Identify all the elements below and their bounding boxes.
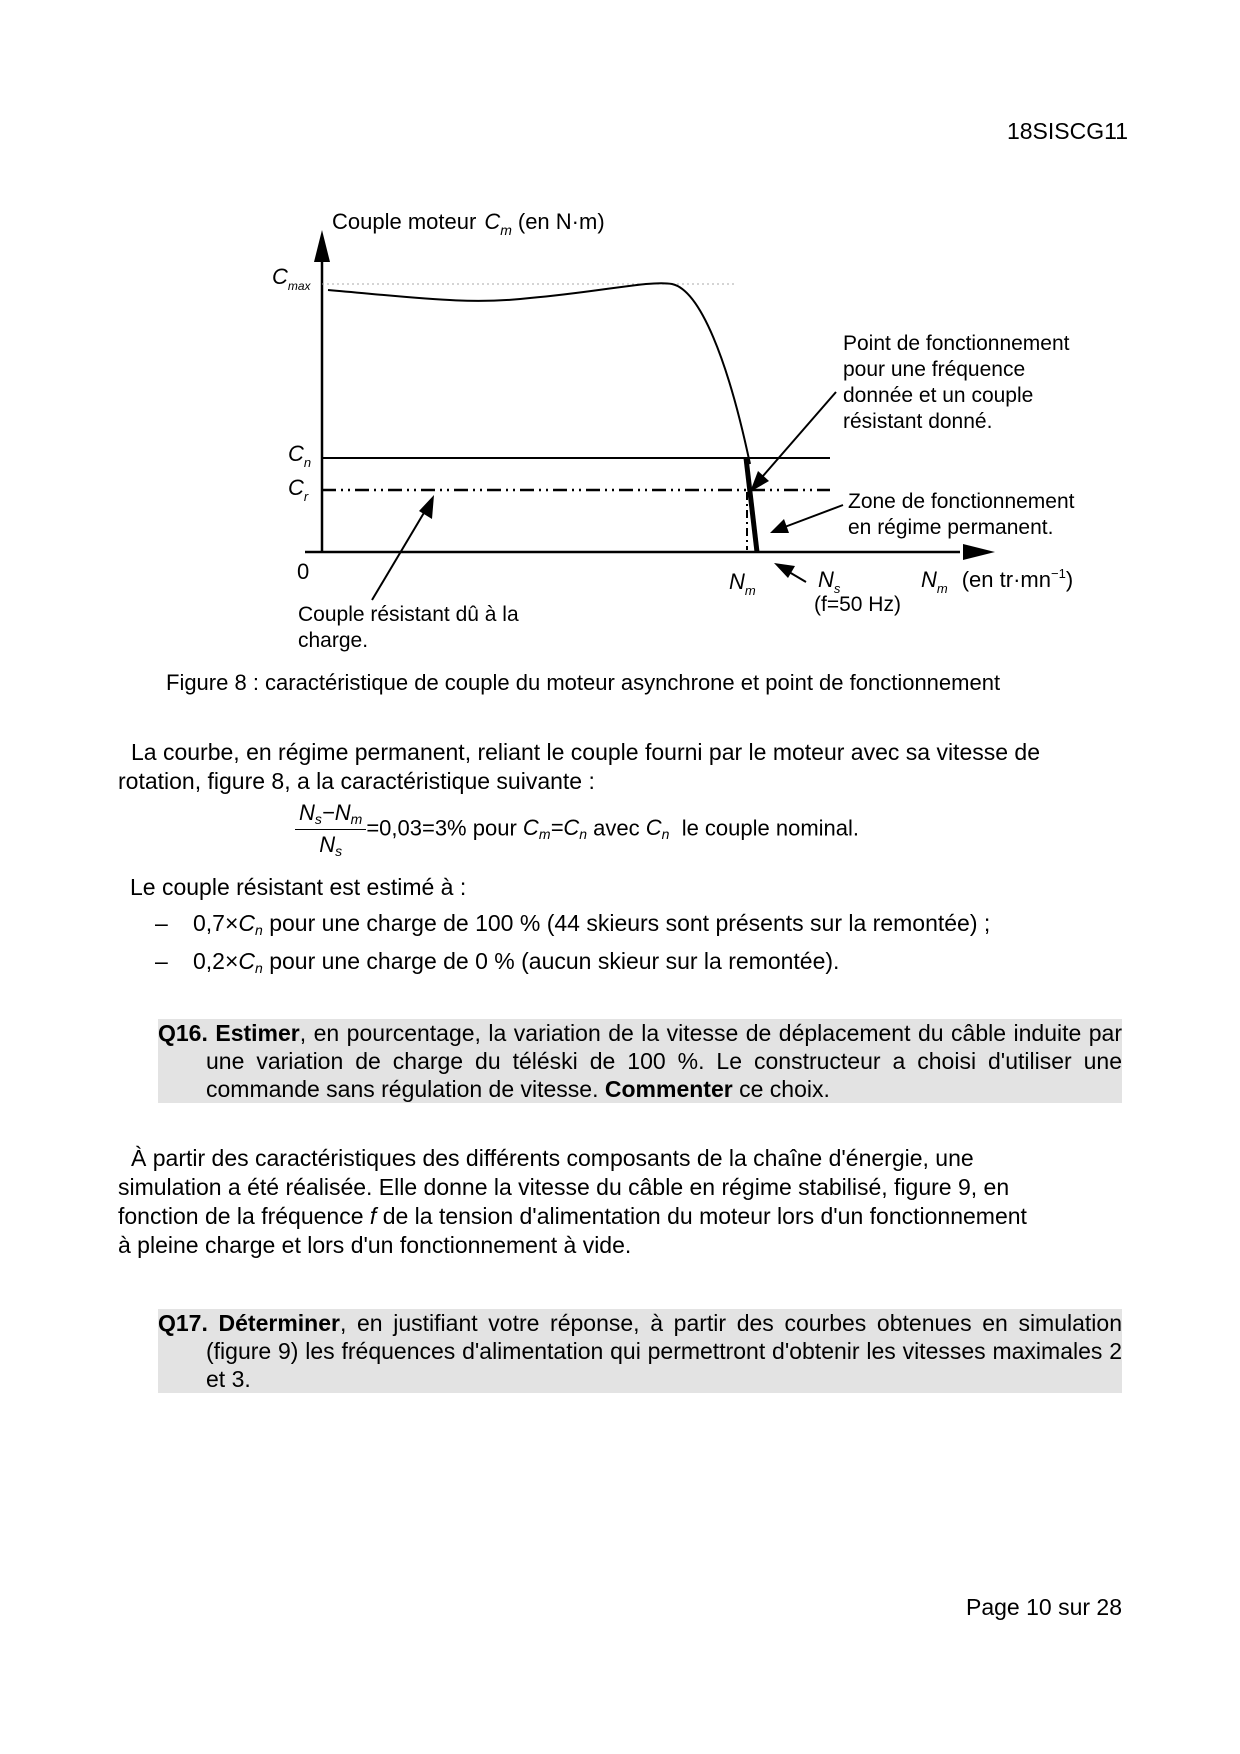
document-code: 18SISCG11 — [1006, 118, 1128, 144]
arrow-operating-point — [756, 392, 836, 484]
label-nm: $N_m$ — [729, 569, 756, 598]
label-zero: 0 — [297, 559, 310, 584]
x-axis-arrow — [963, 544, 995, 560]
svg-text:Zone de fonctionnement: Zone de fonctionnement — [848, 490, 1075, 513]
x-axis-title: $N_m$ (en $tr\cdot mn^{-1}$) — [921, 566, 1074, 596]
label-cr: $C_r$ — [288, 475, 309, 504]
y-axis-arrow — [314, 230, 330, 262]
annotation-zone — [848, 490, 1075, 539]
annotation-load — [298, 603, 519, 652]
label-cmax: $C_{max}$ — [272, 264, 311, 293]
question-q17: Q17. Déterminer, en justifiant votre réponse, à partir des courbes obtenues en simulation (figure 9) les fréquences d'alimentation qui permettront d'obtenir les vitesses maximales 2 et 3. — [158, 1310, 1122, 1392]
torque-curve — [328, 283, 750, 464]
label-ns: $N_s$ — [818, 567, 841, 596]
svg-text:Couple résistant dû à la: Couple résistant dû à la — [298, 603, 519, 626]
estimate-intro: Le couple résistant est estimé à : — [130, 874, 467, 900]
slip-formula: $\frac{N_s-N_m}{N_s}$ =0,03=3% pour $C_m=C_n$ avec $C_n$ le couple nominal. — [295, 800, 859, 859]
svg-text:en régime permanent.: en régime permanent. — [848, 516, 1054, 539]
label-cn: $C_n$ — [288, 441, 312, 470]
svg-text:résistant donné.: résistant donné. — [843, 410, 993, 433]
arrow-zone — [782, 505, 843, 528]
svg-text:charge.: charge. — [298, 629, 369, 652]
label-ns-freq: (f=50 Hz) — [814, 593, 901, 616]
svg-text:Point de fonctionnement: Point de fonctionnement — [843, 332, 1070, 355]
formula-numerator: $N_s-N_m$ — [295, 800, 366, 830]
figure-8-torque-chart — [0, 0, 1240, 670]
page-number: Page 10 sur 28 — [965, 1594, 1122, 1620]
y-axis-title: Couple moteur $C_m$ (en N·m) — [332, 209, 605, 238]
paragraph-simulation: À partir des caractéristiques des différents composants de la chaîne d'énergie, une simulation a été réalisée. Elle donne la vitesse du câble en régime stabilisé, figure 9, en fonction de la fréquence f de la tension d'alimentation du moteur lors d'un fonctionnement à pleine charge et lors d'un fonctionnement à vide. — [118, 1145, 1027, 1258]
formula-denominator: $N_s$ — [319, 832, 343, 859]
annotation-operating-point — [843, 332, 1070, 433]
svg-text:pour une fréquence: pour une fréquence — [843, 358, 1026, 381]
svg-text:donnée et un couple: donnée et un couple — [843, 384, 1034, 407]
question-q16: Q16. Estimer, en pourcentage, la variation de la vitesse de déplacement du câble induite par une variation de charge du téléski de 100 %. Le constructeur a choisi d'utiliser une commande sans régulation de vitesse. Commenter ce choix. — [158, 1020, 1122, 1102]
bullet-full-load: – $0,7\times C_n$ pour une charge de 100 % (44 skieurs sont présents sur la remontée) ; — [155, 910, 991, 938]
figure-caption: Figure 8 : caractéristique de couple du moteur asynchrone et point de fonctionnement — [166, 670, 1001, 695]
bullet-no-load: – $0,2\times C_n$ pour une charge de 0 % (aucun skieur sur la remontée). — [155, 948, 840, 976]
paragraph-characteristic: La courbe, en régime permanent, reliant le couple fourni par le moteur avec sa vitesse de rotation, figure 8, a la caractéristique suivante : — [118, 739, 1041, 794]
